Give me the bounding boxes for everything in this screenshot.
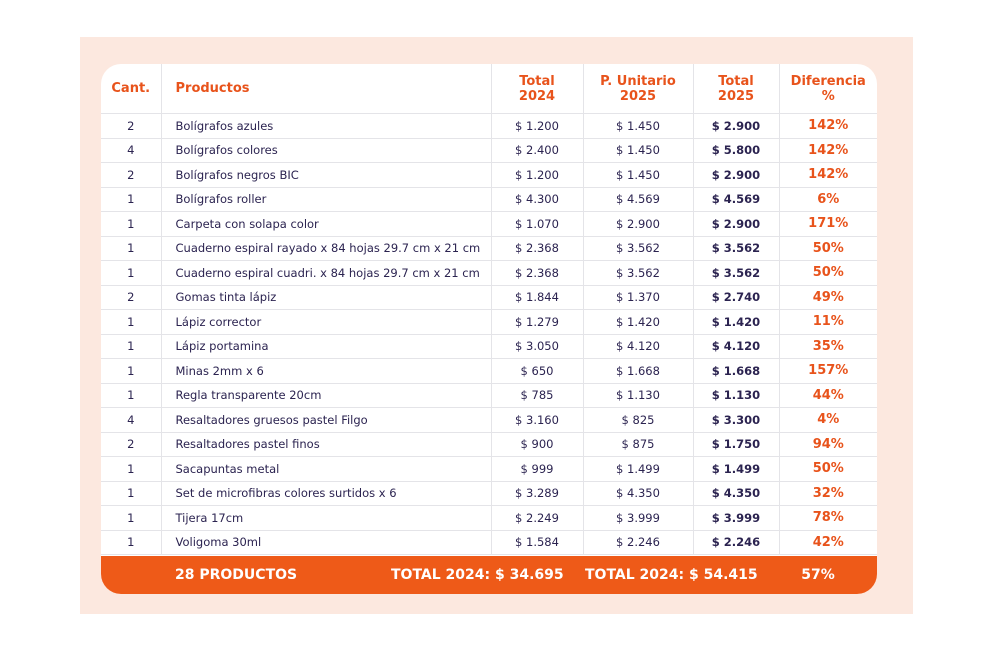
- cell-producto: Lápiz portamina: [161, 334, 491, 359]
- cell-diferencia: 171%: [779, 212, 877, 237]
- cell-total-2024: $ 1.200: [491, 163, 583, 188]
- cell-cantidad: 2: [101, 432, 161, 457]
- cell-unitario-2025: $ 3.999: [583, 506, 693, 531]
- cell-total-2024: $ 999: [491, 457, 583, 482]
- table-row: [101, 408, 877, 433]
- cell-producto: Cuaderno espiral rayado x 84 hojas 29.7 cm x 21 cm: [161, 236, 491, 261]
- cell-total-2025: $ 4.120: [693, 334, 779, 359]
- table-row: [101, 481, 877, 506]
- cell-total-2025: $ 3.300: [693, 408, 779, 433]
- cell-total-2024: $ 900: [491, 432, 583, 457]
- cell-unitario-2025: $ 1.450: [583, 114, 693, 139]
- cell-producto: Minas 2mm x 6: [161, 359, 491, 384]
- cell-unitario-2025: $ 2.900: [583, 212, 693, 237]
- cell-cantidad: 1: [101, 334, 161, 359]
- cell-unitario-2025: $ 1.450: [583, 138, 693, 163]
- cell-unitario-2025: $ 4.350: [583, 481, 693, 506]
- cell-total-2025: $ 4.569: [693, 187, 779, 212]
- table-row: [101, 334, 877, 359]
- cell-diferencia: 94%: [779, 432, 877, 457]
- table-body: [101, 114, 877, 555]
- footer-difference: 57%: [801, 567, 835, 583]
- table-row: [101, 212, 877, 237]
- table-row: [101, 359, 877, 384]
- price-table-card: [101, 64, 877, 594]
- cell-total-2024: $ 650: [491, 359, 583, 384]
- cell-total-2025: $ 2.900: [693, 212, 779, 237]
- footer-product-count: 28 PRODUCTOS: [175, 567, 298, 583]
- cell-producto: Sacapuntas metal: [161, 457, 491, 482]
- header-unitario-2025: [583, 64, 693, 114]
- cell-diferencia: 50%: [779, 457, 877, 482]
- cell-cantidad: 1: [101, 236, 161, 261]
- table-row: [101, 530, 877, 555]
- cell-cantidad: 4: [101, 408, 161, 433]
- cell-diferencia: 49%: [779, 285, 877, 310]
- cell-total-2024: $ 3.289: [491, 481, 583, 506]
- cell-unitario-2025: $ 1.130: [583, 383, 693, 408]
- cell-diferencia: 42%: [779, 530, 877, 555]
- cell-cantidad: 1: [101, 359, 161, 384]
- table-row: [101, 163, 877, 188]
- cell-cantidad: 1: [101, 506, 161, 531]
- table-row: [101, 138, 877, 163]
- cell-total-2024: $ 1.070: [491, 212, 583, 237]
- cell-total-2024: $ 1.584: [491, 530, 583, 555]
- cell-producto: Bolígrafos roller: [161, 187, 491, 212]
- header-diferencia-line2: %: [821, 88, 835, 104]
- cell-diferencia: 35%: [779, 334, 877, 359]
- cell-total-2024: $ 4.300: [491, 187, 583, 212]
- cell-producto: Bolígrafos azules: [161, 114, 491, 139]
- cell-total-2025: $ 1.420: [693, 310, 779, 335]
- footer-total-2024: TOTAL 2024: $ 34.695: [391, 567, 564, 583]
- cell-total-2024: $ 3.050: [491, 334, 583, 359]
- cell-total-2025: $ 3.562: [693, 261, 779, 286]
- cell-total-2024: $ 3.160: [491, 408, 583, 433]
- cell-total-2025: $ 2.900: [693, 114, 779, 139]
- header-total-2025-line1: Total: [718, 73, 754, 89]
- cell-diferencia: 11%: [779, 310, 877, 335]
- cell-total-2024: $ 785: [491, 383, 583, 408]
- price-table: [101, 64, 877, 555]
- cell-cantidad: 1: [101, 383, 161, 408]
- header-total-2025-line2: 2025: [717, 88, 755, 104]
- cell-unitario-2025: $ 825: [583, 408, 693, 433]
- cell-total-2024: $ 2.249: [491, 506, 583, 531]
- cell-producto: Gomas tinta lápiz: [161, 285, 491, 310]
- cell-unitario-2025: $ 1.420: [583, 310, 693, 335]
- header-diferencia-line1: Diferencia: [790, 73, 866, 89]
- table-row: [101, 236, 877, 261]
- table-row: [101, 310, 877, 335]
- cell-producto: Carpeta con solapa color: [161, 212, 491, 237]
- cell-unitario-2025: $ 1.450: [583, 163, 693, 188]
- cell-total-2025: $ 2.740: [693, 285, 779, 310]
- cell-total-2025: $ 2.900: [693, 163, 779, 188]
- cell-cantidad: 1: [101, 212, 161, 237]
- cell-cantidad: 2: [101, 114, 161, 139]
- table-row: [101, 114, 877, 139]
- header-unitario-2025-line1: P. Unitario: [600, 73, 676, 89]
- cell-producto: Set de microfibras colores surtidos x 6: [161, 481, 491, 506]
- cell-total-2025: $ 1.499: [693, 457, 779, 482]
- table-row: [101, 432, 877, 457]
- footer-total-2025: TOTAL 2024: $ 54.415: [585, 567, 758, 583]
- cell-producto: Bolígrafos negros BIC: [161, 163, 491, 188]
- cell-total-2024: $ 1.200: [491, 114, 583, 139]
- cell-total-2024: $ 2.368: [491, 261, 583, 286]
- table-row: [101, 457, 877, 482]
- cell-producto: Regla transparente 20cm: [161, 383, 491, 408]
- header-diferencia: [779, 64, 877, 114]
- cell-cantidad: 1: [101, 481, 161, 506]
- cell-cantidad: 1: [101, 187, 161, 212]
- cell-total-2024: $ 2.400: [491, 138, 583, 163]
- cell-unitario-2025: $ 3.562: [583, 236, 693, 261]
- cell-cantidad: 4: [101, 138, 161, 163]
- cell-unitario-2025: $ 1.499: [583, 457, 693, 482]
- cell-cantidad: 1: [101, 457, 161, 482]
- header-row: [101, 64, 877, 114]
- cell-diferencia: 142%: [779, 138, 877, 163]
- table-row: [101, 261, 877, 286]
- cell-unitario-2025: $ 875: [583, 432, 693, 457]
- header-cant: Cant.: [101, 64, 161, 114]
- totals-footer: [101, 556, 877, 594]
- cell-total-2025: $ 3.562: [693, 236, 779, 261]
- header-total-2024-line2: 2024: [518, 88, 556, 104]
- cell-unitario-2025: $ 2.246: [583, 530, 693, 555]
- cell-total-2025: $ 1.668: [693, 359, 779, 384]
- table-row: [101, 383, 877, 408]
- cell-total-2024: $ 1.844: [491, 285, 583, 310]
- header-total-2024: [491, 64, 583, 114]
- cell-diferencia: 142%: [779, 114, 877, 139]
- cell-total-2025: $ 1.130: [693, 383, 779, 408]
- cell-producto: Resaltadores gruesos pastel Filgo: [161, 408, 491, 433]
- cell-total-2025: $ 4.350: [693, 481, 779, 506]
- cell-total-2025: $ 5.800: [693, 138, 779, 163]
- cell-diferencia: 4%: [779, 408, 877, 433]
- cell-diferencia: 32%: [779, 481, 877, 506]
- cell-producto: Voligoma 30ml: [161, 530, 491, 555]
- cell-unitario-2025: $ 4.569: [583, 187, 693, 212]
- table-row: [101, 506, 877, 531]
- cell-producto: Cuaderno espiral cuadri. x 84 hojas 29.7 cm x 21 cm: [161, 261, 491, 286]
- cell-unitario-2025: $ 4.120: [583, 334, 693, 359]
- cell-total-2024: $ 1.279: [491, 310, 583, 335]
- cell-diferencia: 157%: [779, 359, 877, 384]
- cell-unitario-2025: $ 1.370: [583, 285, 693, 310]
- cell-producto: Lápiz corrector: [161, 310, 491, 335]
- cell-producto: Resaltadores pastel finos: [161, 432, 491, 457]
- header-productos: Productos: [161, 64, 491, 114]
- cell-unitario-2025: $ 3.562: [583, 261, 693, 286]
- header-total-2024-line1: Total: [519, 73, 555, 89]
- cell-diferencia: 6%: [779, 187, 877, 212]
- cell-cantidad: 1: [101, 530, 161, 555]
- cell-diferencia: 78%: [779, 506, 877, 531]
- cell-diferencia: 142%: [779, 163, 877, 188]
- cell-cantidad: 1: [101, 310, 161, 335]
- cell-diferencia: 44%: [779, 383, 877, 408]
- cell-producto: Bolígrafos colores: [161, 138, 491, 163]
- header-total-2025: [693, 64, 779, 114]
- cell-cantidad: 2: [101, 285, 161, 310]
- cell-total-2025: $ 3.999: [693, 506, 779, 531]
- cell-cantidad: 2: [101, 163, 161, 188]
- cell-cantidad: 1: [101, 261, 161, 286]
- cell-diferencia: 50%: [779, 261, 877, 286]
- cell-producto: Tijera 17cm: [161, 506, 491, 531]
- cell-total-2025: $ 1.750: [693, 432, 779, 457]
- cell-unitario-2025: $ 1.668: [583, 359, 693, 384]
- cell-diferencia: 50%: [779, 236, 877, 261]
- cell-total-2024: $ 2.368: [491, 236, 583, 261]
- table-row: [101, 285, 877, 310]
- header-unitario-2025-line2: 2025: [619, 88, 657, 104]
- cell-total-2025: $ 2.246: [693, 530, 779, 555]
- table-row: [101, 187, 877, 212]
